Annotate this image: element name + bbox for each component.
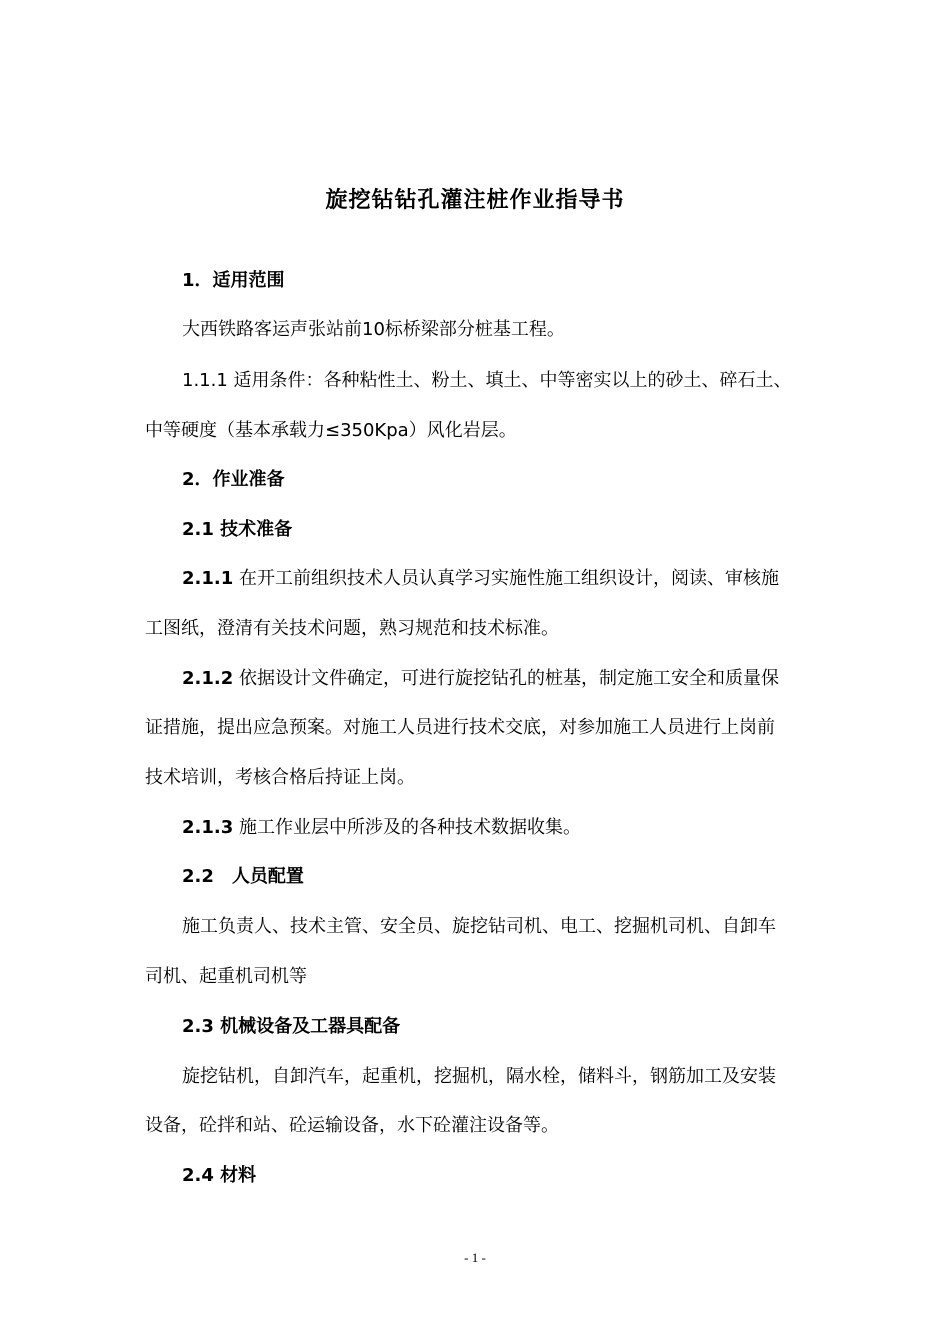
personnel-line-1: 施工负责人、技术主管、安全员、旋挖钻司机、电工、挖掘机司机、自卸车 xyxy=(182,916,776,937)
item-2-1-1-line-2: 工图纸，澄清有关技术问题，熟习规范和技术标准。 xyxy=(145,618,559,639)
item-2-1-2-line-3: 技术培训，考核合格后持证上岗。 xyxy=(145,767,415,788)
item-text: 施工作业层中所涉及的各种技术数据收集。 xyxy=(233,817,581,838)
personnel-line-2: 司机、起重机司机等 xyxy=(145,966,307,987)
item-2-1-2-line-1 xyxy=(182,664,779,694)
section-heading-1: 1．适用范围 xyxy=(182,270,285,291)
item-text: 在开工前组织技术人员认真学习实施性施工组织设计，阅读、审核施 xyxy=(233,568,779,589)
subsection-heading-2-3: 2.3 机械设备及工器具配备 xyxy=(182,1016,401,1037)
item-number: 2.1.3 xyxy=(182,817,234,838)
equipment-line-1: 旋挖钻机，自卸汽车，起重机，挖掘机，隔水栓，储料斗，钢筋加工及安装 xyxy=(182,1066,776,1087)
subsection-heading-2-1: 2.1 技术准备 xyxy=(182,519,293,540)
section-heading-2: 2．作业准备 xyxy=(182,469,285,490)
subsection-heading-2-4: 2.4 材料 xyxy=(182,1165,257,1186)
document-title: 旋挖钻钻孔灌注桩作业指导书 xyxy=(325,188,625,213)
item-number: 2.1.2 xyxy=(182,668,234,689)
item-2-1-2-line-2: 证措施，提出应急预案。对施工人员进行技术交底，对参加施工人员进行上岗前 xyxy=(145,717,775,738)
item-text: 依据设计文件确定，可进行旋挖钻孔的桩基，制定施工安全和质量保 xyxy=(233,668,779,689)
scope-paragraph: 大西铁路客运声张站前10标桥梁部分桩基工程。 xyxy=(182,319,565,340)
subsection-heading-2-2: 2.2 人员配置 xyxy=(182,866,304,887)
conditions-line-1: 1.1.1 适用条件：各种粘性土、粉土、填土、中等密实以上的砂土、碎石土、 xyxy=(182,370,792,391)
conditions-line-2: 中等硬度（基本承载力≤350Kpa）风化岩层。 xyxy=(145,420,517,441)
item-2-1-3-line-1 xyxy=(182,813,581,843)
item-2-1-1-line-1 xyxy=(182,564,779,594)
item-number: 2.1.1 xyxy=(182,568,234,589)
page-number: - 1 - xyxy=(464,1250,486,1265)
equipment-line-2: 设备，砼拌和站、砼运输设备，水下砼灌注设备等。 xyxy=(145,1115,559,1136)
